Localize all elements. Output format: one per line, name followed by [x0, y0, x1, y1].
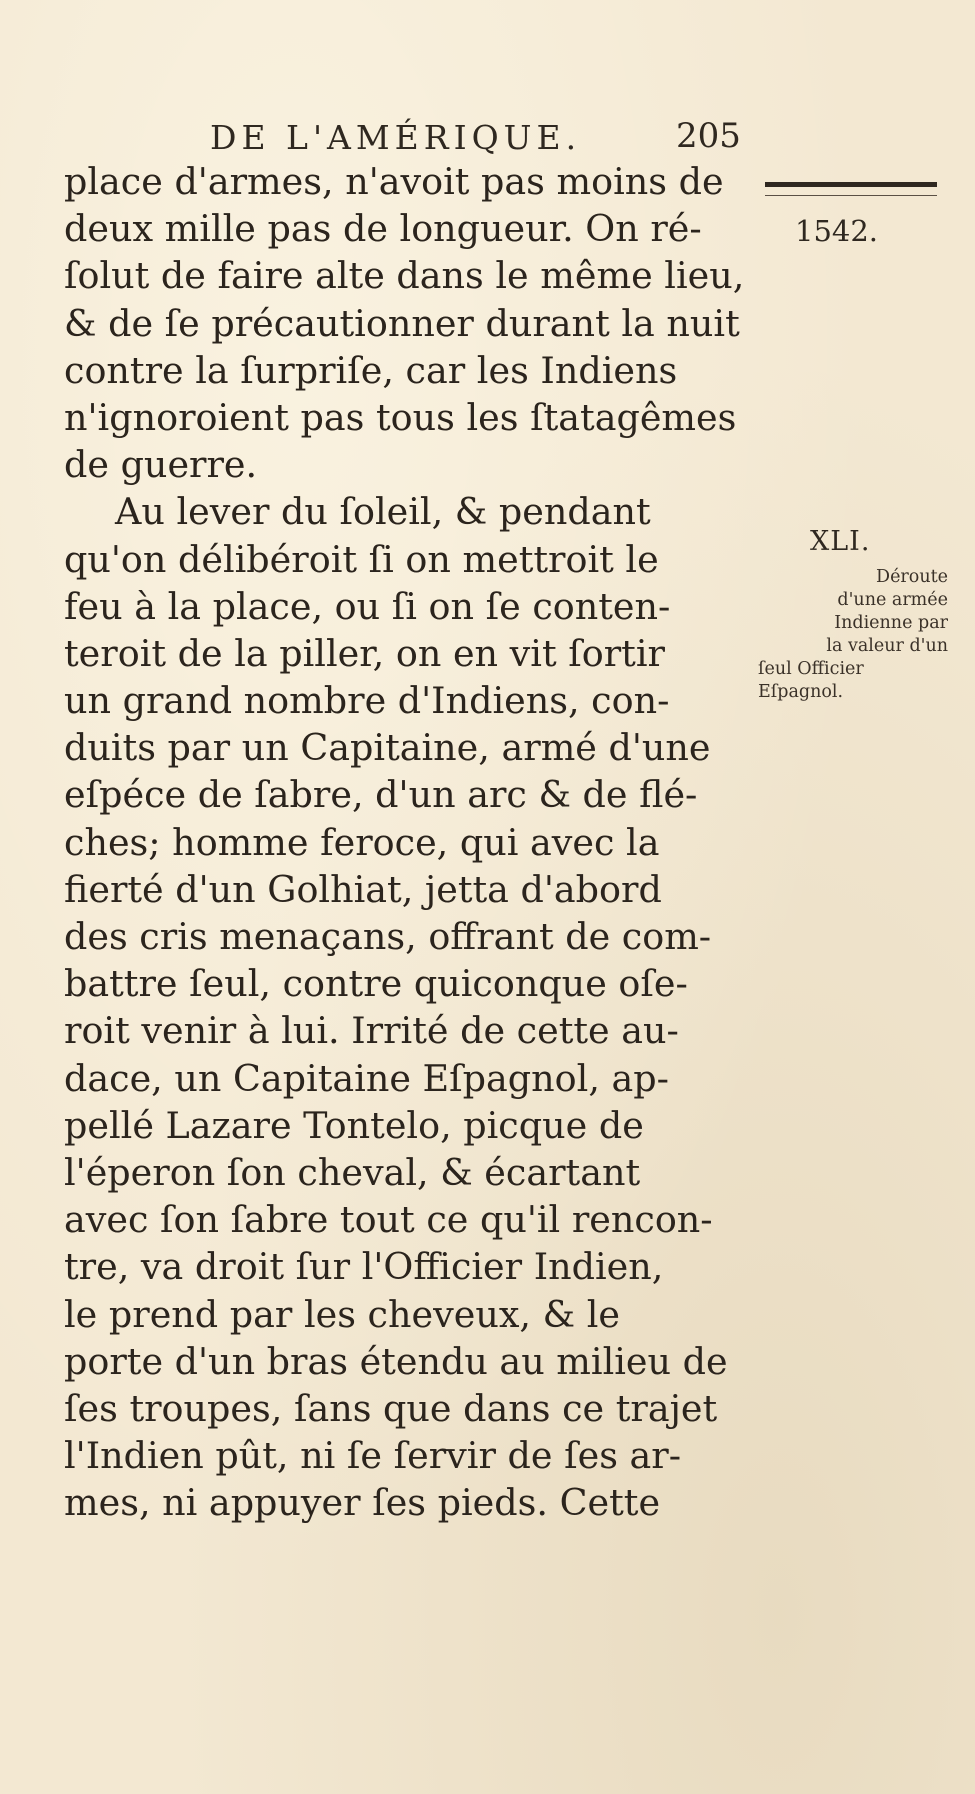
text-line: un grand nombre d'Indiens, con-	[64, 679, 670, 723]
text-line: deux mille pas de longueur. On ré-	[64, 207, 702, 251]
chapter-number: XLI.	[810, 526, 871, 557]
ornamental-rule	[765, 182, 937, 187]
text-line: qu'on délibéroit ſi on mettroit le	[64, 537, 659, 581]
text-line: teroit de la piller, on en vit ſortir	[64, 631, 665, 675]
text-line: n'ignoroient pas tous les ſtatagêmes	[64, 395, 737, 439]
text-line: des cris menaçans, offrant de com-	[64, 915, 712, 958]
margin-sidenote	[758, 566, 948, 704]
text-line: & de ſe précautionner durant la nuit	[64, 301, 740, 345]
text-line: de guerre.	[64, 443, 258, 487]
text-line: contre la ſurpriſe, car les Indiens	[64, 348, 678, 392]
sidenote-line: la valeur d'un	[826, 636, 948, 656]
sidenote-line: d'une armée	[837, 590, 948, 610]
text-line: l'Indien pût, ni ſe ſervir de ſes ar-	[64, 1434, 682, 1478]
text-line: porte d'un bras étendu au milieu de	[64, 1339, 728, 1383]
body-text	[64, 158, 754, 1526]
text-line: dace, un Capitaine Eſpagnol, ap-	[64, 1056, 669, 1100]
sidenote-line: Déroute	[876, 567, 948, 587]
text-line: pellé Lazare Tontelo, picque de	[64, 1103, 644, 1147]
sidenote-line: ſeul Officier	[758, 659, 864, 679]
page-number: 205	[676, 116, 741, 156]
text-line: ſes troupes, ſans que dans ce trajet	[64, 1386, 718, 1430]
text-line: le prend par les cheveux, & le	[64, 1292, 620, 1336]
text-line: mes, ni appuyer ſes pieds. Cette	[64, 1481, 661, 1525]
text-line: duits par un Capitaine, armé d'une	[64, 726, 711, 770]
paragraph-start-line: Au lever du ſoleil, & pendant	[115, 490, 651, 534]
text-line: battre ſeul, contre quiconque oſe-	[64, 962, 688, 1006]
text-line: place d'armes, n'avoit pas moins de	[64, 160, 724, 203]
text-line: tre, va droit ſur l'Officier Indien,	[64, 1245, 664, 1289]
ornamental-rule-thin	[765, 195, 937, 196]
text-line: fierté d'un Golhiat, jetta d'abord	[64, 867, 662, 911]
text-line: avec ſon ſabre tout ce qu'il rencon-	[64, 1198, 713, 1242]
running-head: DE L'AMÉRIQUE.	[210, 118, 582, 157]
text-line: ſolut de faire alte dans le même lieu,	[64, 254, 745, 298]
sidenote-line: Indienne par	[834, 613, 948, 633]
text-line: roit venir à lui. Irrité de cette au-	[64, 1009, 679, 1053]
sidenote-line: Eſpagnol.	[758, 682, 844, 702]
text-line: ches; homme feroce, qui avec la	[64, 820, 660, 864]
margin-year: 1542.	[795, 214, 879, 248]
text-line: eſpéce de ſabre, d'un arc & de flé-	[64, 773, 698, 817]
text-line: l'éperon ſon cheval, & écartant	[64, 1150, 641, 1194]
text-line: feu à la place, ou ſi on ſe conten-	[64, 584, 671, 628]
